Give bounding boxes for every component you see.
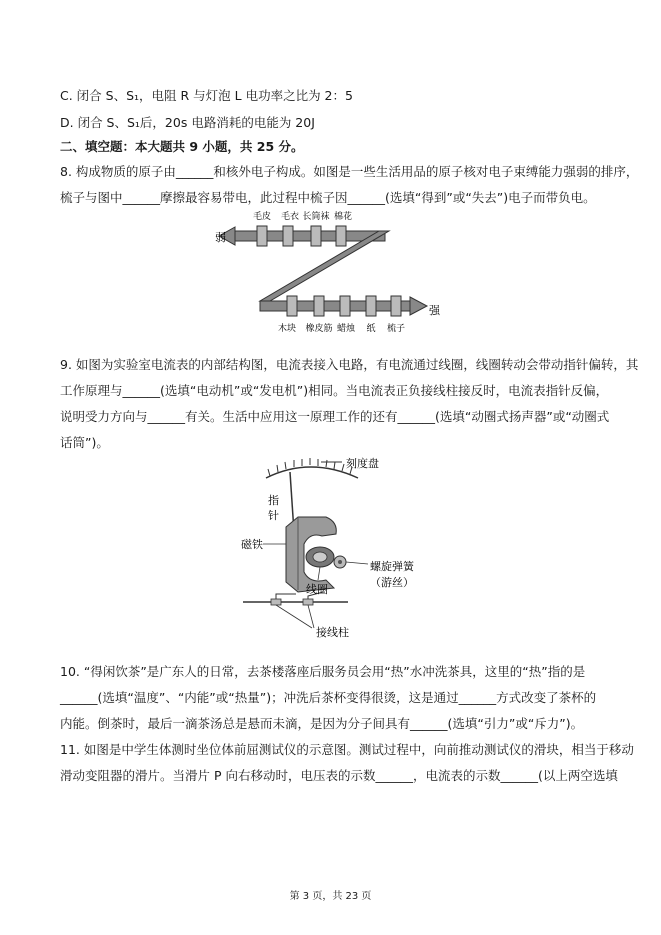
q9-line-4: 话筒”)。 [60, 435, 109, 450]
q8-line-1: 8. 构成物质的原子由______和核外电子构成。如图是一些生活用品的原子核对电子束缚能力强弱的排序， [60, 164, 639, 179]
page-footer: 第 3 页，共 23 页 [289, 891, 372, 902]
bottom-item: 纸 [366, 324, 376, 334]
bottom-item: 蜡烛 [336, 324, 356, 334]
scale-label: 刻度盘 [346, 457, 379, 470]
q9-line-3: 说明受力方向与______有关。生活中应用这一原理工作的还有______(选填“动圈式扬声器”或“动圈式 [60, 409, 610, 424]
figure-charge-ranking [215, 205, 445, 340]
q10-line-1: 10. “得闲饮茶”是广东人的日常，去茶楼落座后服务员会用“热”水冲洗茶具，这里的“热”指的是 [60, 664, 586, 679]
bottom-item: 橡皮筋 [305, 324, 333, 334]
top-item: 毛衣 [280, 212, 300, 222]
top-item: 棉花 [333, 212, 353, 222]
q10-line-3: 内能。倒茶时，最后一滴茶汤总是悬而未滴，是因为分子间具有______(选填“引力”或“斥力”)。 [60, 716, 584, 731]
top-item: 毛皮 [252, 212, 272, 222]
terminal-label: 接线柱 [316, 626, 349, 639]
pointer-label-1: 指 [268, 494, 279, 507]
figure-ammeter [238, 452, 438, 642]
q11-line-2: 滑动变阻器的滑片。当滑片 P 向右移动时，电压表的示数______，电流表的示数______(以上两空选填 [60, 768, 618, 783]
bottom-item: 木块 [277, 324, 297, 334]
pointer-label-2: 针 [268, 509, 279, 522]
top-item: 长筒袜 [302, 212, 330, 222]
q10-line-2: ______(选填“温度”、“内能”或“热量”)；冲洗后茶杯变得很烫，这是通过______方式改变了茶杯的 [60, 690, 597, 705]
section-heading: 二、填空题：本大题共 9 小题，共 25 分。 [60, 139, 304, 154]
q9-line-2: 工作原理与______(选填“电动机”或“发电机”)相同。当电流表正负接线柱接反时，电流表指针反偏， [60, 383, 609, 398]
q9-line-1: 9. 如图为实验室电流表的内部结构图，电流表接入电路，有电流通过线圈，线圈转动会带动指针偏转，其 [60, 357, 639, 372]
magnet-label: 磁铁 [241, 538, 263, 551]
strong-label: 强 [429, 304, 440, 317]
bottom-item: 梳子 [386, 324, 406, 334]
weak-label: 弱 [215, 231, 226, 244]
strong-arrow-head [410, 297, 427, 315]
coil-label: 线圈 [306, 583, 328, 596]
spring-label: 螺旋弹簧 [370, 560, 414, 573]
option-d: D. 闭合 S、S₁后，20s 电路消耗的电能为 20J [60, 115, 315, 130]
option-c: C. 闭合 S、S₁，电阻 R 与灯泡 L 电功率之比为 2：5 [60, 88, 353, 103]
q11-line-1: 11. 如图是中学生体测时坐位体前屈测试仪的示意图。测试过程中，向前推动测试仪的滑块，相当于移动 [60, 742, 634, 757]
q8-line-2: 梳子与图中______摩擦最容易带电，此过程中梳子因______(选填“得到”或“失去”)电子而带负电。 [60, 190, 596, 205]
spring-sub-label: （游丝） [370, 576, 414, 589]
